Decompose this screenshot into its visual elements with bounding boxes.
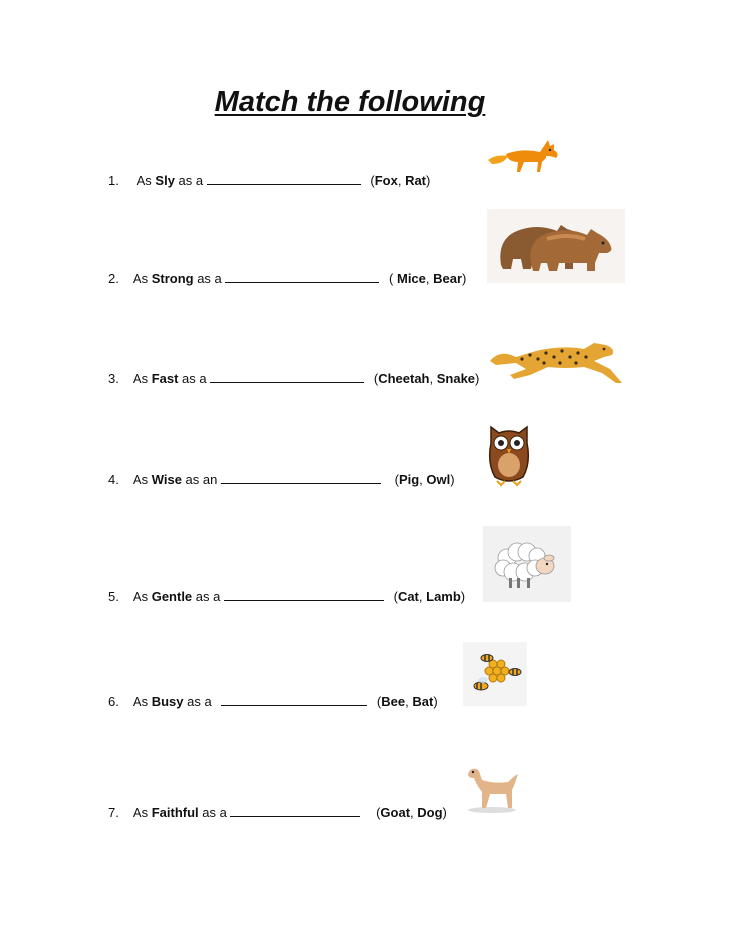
question-connector: as a [183, 694, 216, 709]
option-a: Goat [380, 805, 411, 820]
question-adjective: Faithful [151, 805, 199, 820]
question-prefix: As [132, 271, 152, 286]
question-adjective: Gentle [151, 589, 193, 604]
question-adjective: Fast [151, 371, 179, 386]
question-adjective: Sly [155, 173, 175, 188]
question-connector: as a [198, 805, 231, 820]
question-connector: as a [193, 271, 226, 286]
answer-blank-3[interactable] [210, 371, 364, 383]
option-a: Fox [374, 173, 398, 188]
option-a: Bee [381, 694, 406, 709]
question-number: 7. [108, 805, 119, 820]
question-connector: as a [178, 371, 211, 386]
answer-blank-6[interactable] [221, 694, 367, 706]
question-prefix: As [132, 371, 152, 386]
question-7: 7. As Faithful as a (Goat, Dog) [108, 805, 447, 820]
option-b: Bear [433, 271, 463, 286]
question-prefix: As [132, 472, 152, 487]
question-number: 6. [108, 694, 119, 709]
answer-blank-4[interactable] [221, 472, 381, 484]
option-b: Owl [426, 472, 451, 487]
option-b: Lamb [426, 589, 461, 604]
cheetah-icon [486, 339, 626, 385]
owl-icon [487, 423, 531, 487]
option-a: Cheetah [378, 371, 430, 386]
question-2: 2. As Strong as a ( Mice, Bear) [108, 271, 467, 286]
option-b: Dog [417, 805, 443, 820]
answer-blank-7[interactable] [230, 805, 360, 817]
question-1: 1. As Sly as a (Fox, Rat) [108, 173, 431, 188]
answer-blank-5[interactable] [224, 589, 384, 601]
question-number: 5. [108, 589, 119, 604]
question-prefix: As [132, 805, 152, 820]
question-4: 4. As Wise as an (Pig, Owl) [108, 472, 455, 487]
option-b: Snake [436, 371, 476, 386]
option-a: Cat [397, 589, 419, 604]
question-number: 3. [108, 371, 119, 386]
question-connector: as a [192, 589, 224, 604]
bee-icon [463, 642, 527, 706]
option-b: Rat [405, 173, 427, 188]
question-6: 6. As Busy as a (Bee, Bat) [108, 694, 438, 709]
question-prefix: As [132, 694, 152, 709]
worksheet-title: Match the following [214, 86, 486, 118]
option-a: Pig [398, 472, 420, 487]
question-number: 4. [108, 472, 119, 487]
question-number: 1. [108, 173, 119, 188]
option-a: Mice [396, 271, 426, 286]
question-number: 2. [108, 271, 119, 286]
question-5: 5. As Gentle as a (Cat, Lamb) [108, 589, 466, 604]
question-prefix: As [136, 173, 156, 188]
question-adjective: Strong [151, 271, 194, 286]
answer-blank-1[interactable] [207, 173, 361, 185]
question-connector: as a [174, 173, 207, 188]
fox-icon [484, 134, 562, 178]
bear-icon [487, 209, 625, 283]
question-connector: as an [181, 472, 221, 487]
dog-icon [464, 764, 522, 816]
question-adjective: Wise [151, 472, 182, 487]
question-3: 3. As Fast as a (Cheetah, Snake) [108, 371, 480, 386]
lamb-icon [483, 526, 571, 602]
question-prefix: As [132, 589, 152, 604]
option-b: Bat [412, 694, 434, 709]
answer-blank-2[interactable] [225, 271, 379, 283]
question-adjective: Busy [151, 694, 184, 709]
